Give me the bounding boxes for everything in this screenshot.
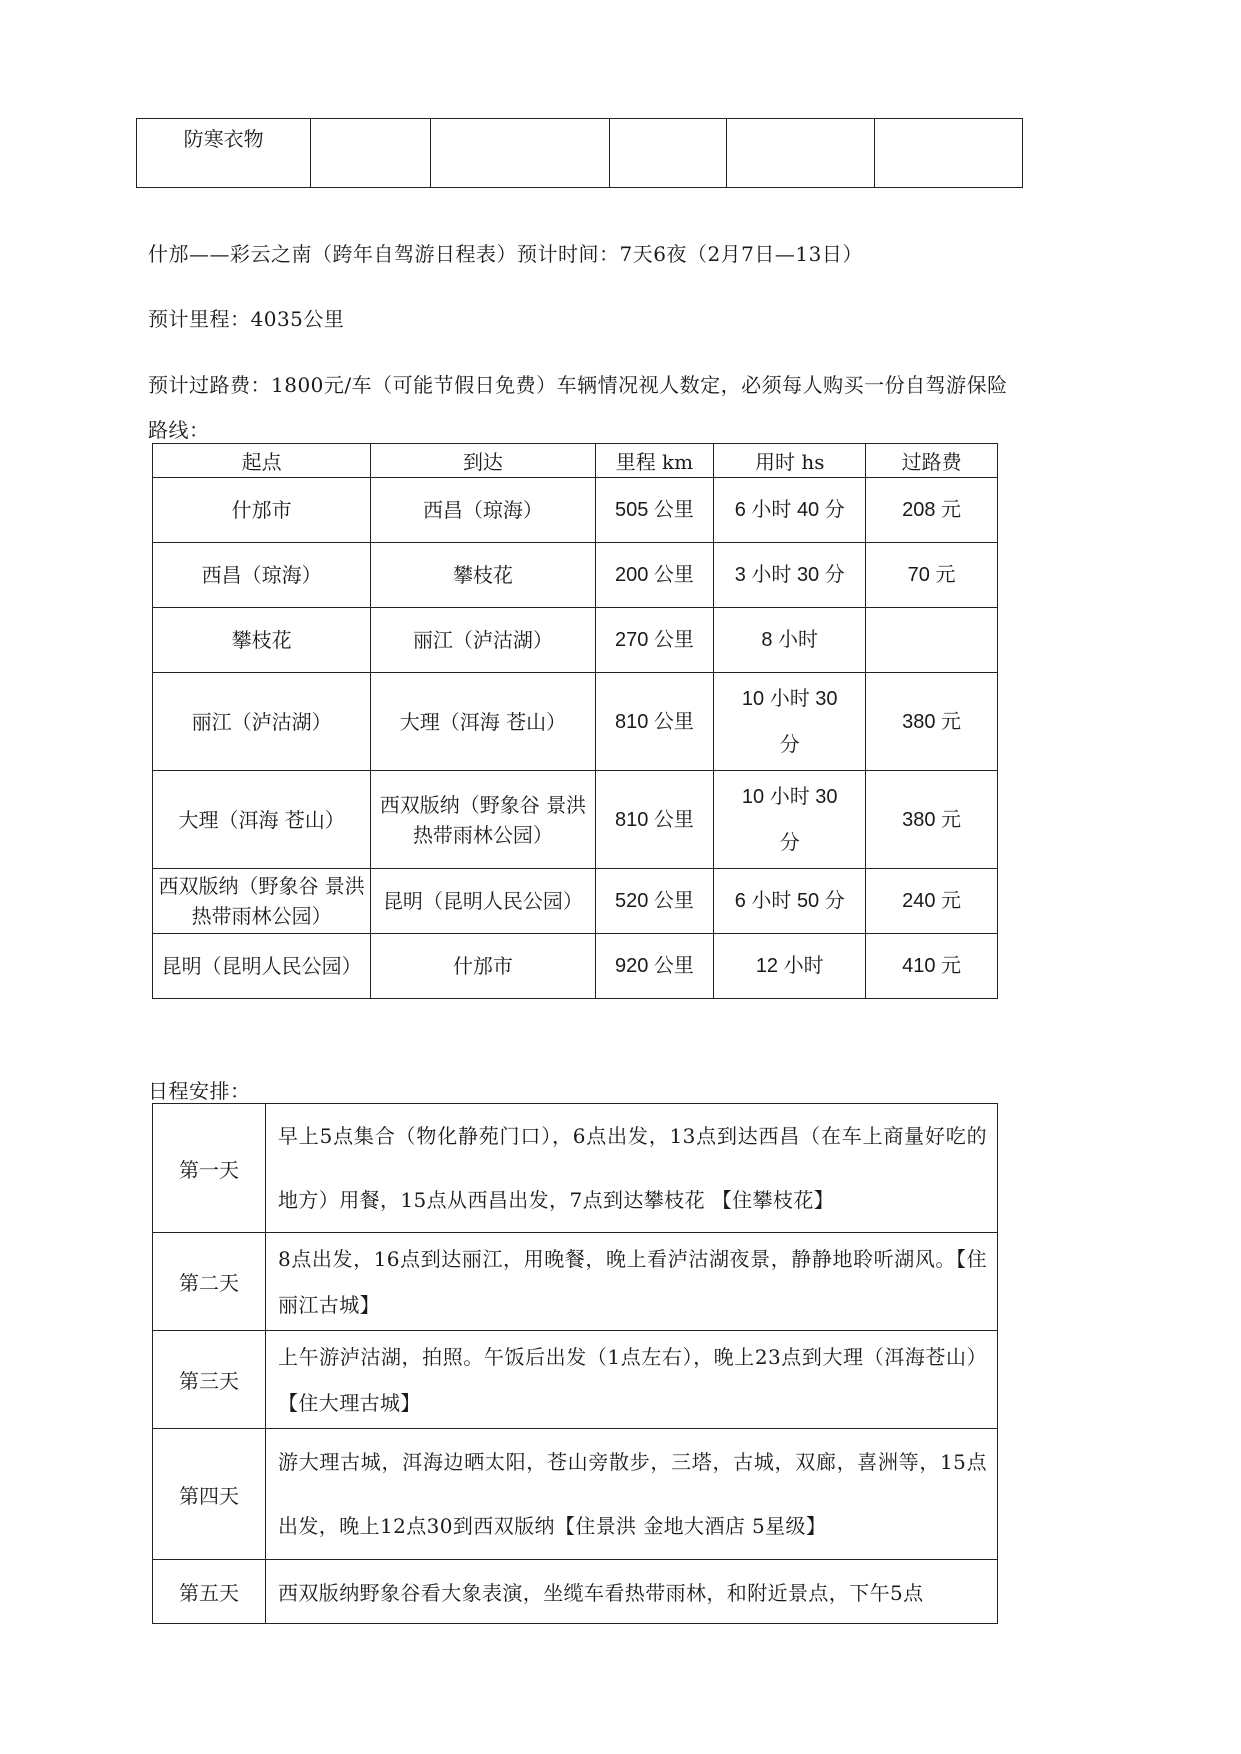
route-time: 10 小时 30 分 <box>714 771 866 869</box>
empty-cell <box>430 119 609 188</box>
schedule-text: 西双版纳野象谷看大象表演，坐缆车看热带雨林，和附近景点，下午5点 <box>266 1560 998 1624</box>
table-row <box>153 543 998 608</box>
table-row <box>153 869 998 934</box>
route-from: 昆明（昆明人民公园） <box>153 934 371 999</box>
route-toll: 208 元 <box>866 478 998 543</box>
route-to: 攀枝花 <box>371 543 595 608</box>
route-from: 大理（洱海 苍山） <box>153 771 371 869</box>
schedule-text: 上午游泸沽湖，拍照。午饭后出发（1点左右），晚上23点到大理（洱海苍山） 【住大理古城】 <box>266 1331 998 1429</box>
route-distance: 520 公里 <box>595 869 714 934</box>
route-time: 6 小时 50 分 <box>714 869 866 934</box>
table-row <box>153 934 998 999</box>
route-toll: 380 元 <box>866 771 998 869</box>
schedule-text: 早上5点集合（物化静苑门口），6点出发，13点到达西昌（在车上商量好吃的地方）用餐，15点从西昌出发，7点到达攀枝花 【住攀枝花】 <box>266 1104 998 1233</box>
schedule-day: 第二天 <box>153 1233 266 1331</box>
route-from: 丽江（泸沽湖） <box>153 673 371 771</box>
route-to: 昆明（昆明人民公园） <box>371 869 595 934</box>
table-row <box>153 1104 998 1233</box>
empty-cell <box>726 119 874 188</box>
route-to: 什邡市 <box>371 934 595 999</box>
route-toll: 240 元 <box>866 869 998 934</box>
route-from: 西双版纳（野象谷 景洪 热带雨林公园） <box>153 869 371 934</box>
header-to: 到达 <box>371 444 595 478</box>
table-row <box>153 673 998 771</box>
trip-title: 什邡——彩云之南（跨年自驾游日程表）预计时间：7天6夜（2月7日—13日） <box>148 242 863 266</box>
route-to: 西双版纳（野象谷 景洪 热带雨林公园） <box>371 771 595 869</box>
route-toll: 410 元 <box>866 934 998 999</box>
route-distance: 270 公里 <box>595 608 714 673</box>
route-label: 路线： <box>148 418 210 442</box>
route-toll: 380 元 <box>866 673 998 771</box>
packing-item-cell: 防寒衣物 <box>137 119 311 188</box>
route-from: 攀枝花 <box>153 608 371 673</box>
schedule-text: 游大理古城，洱海边晒太阳，苍山旁散步，三塔，古城，双廊，喜洲等，15点出发，晚上12点30到西双版纳【住景洪 金地大酒店 5星级】 <box>266 1429 998 1560</box>
table-row <box>153 478 998 543</box>
estimated-toll: 预计过路费：1800元/车（可能节假日免费）车辆情况视人数定，必须每人购买一份自驾游保险 <box>148 373 1008 397</box>
route-to: 丽江（泸沽湖） <box>371 608 595 673</box>
route-toll: 70 元 <box>866 543 998 608</box>
table-row <box>137 119 1023 188</box>
schedule-day: 第五天 <box>153 1560 266 1624</box>
schedule-day: 第三天 <box>153 1331 266 1429</box>
header-distance: 里程 km <box>595 444 714 478</box>
route-from: 什邡市 <box>153 478 371 543</box>
table-row <box>153 1233 998 1331</box>
schedule-text: 8点出发，16点到达丽江，用晚餐，晚上看泸沽湖夜景，静静地聆听湖风。【住丽江古城】 <box>266 1233 998 1331</box>
route-time: 8 小时 <box>714 608 866 673</box>
table-row <box>153 1429 998 1560</box>
empty-cell <box>874 119 1022 188</box>
route-table <box>152 443 998 999</box>
table-row <box>153 608 998 673</box>
header-from: 起点 <box>153 444 371 478</box>
route-distance: 505 公里 <box>595 478 714 543</box>
route-toll <box>866 608 998 673</box>
schedule-table <box>152 1103 998 1624</box>
table-row <box>153 1331 998 1429</box>
schedule-day: 第一天 <box>153 1104 266 1233</box>
schedule-day: 第四天 <box>153 1429 266 1560</box>
schedule-label: 日程安排： <box>148 1079 251 1103</box>
route-time: 10 小时 30 分 <box>714 673 866 771</box>
header-time: 用时 hs <box>714 444 866 478</box>
route-distance: 810 公里 <box>595 771 714 869</box>
packing-table-continuation <box>136 118 1023 188</box>
route-time: 6 小时 40 分 <box>714 478 866 543</box>
route-time: 12 小时 <box>714 934 866 999</box>
empty-cell <box>610 119 727 188</box>
table-header-row <box>153 444 998 478</box>
route-time: 3 小时 30 分 <box>714 543 866 608</box>
route-to: 大理（洱海 苍山） <box>371 673 595 771</box>
route-distance: 200 公里 <box>595 543 714 608</box>
route-distance: 810 公里 <box>595 673 714 771</box>
route-to: 西昌（琼海） <box>371 478 595 543</box>
table-row <box>153 1560 998 1624</box>
table-row <box>153 771 998 869</box>
empty-cell <box>311 119 431 188</box>
header-toll: 过路费 <box>866 444 998 478</box>
route-distance: 920 公里 <box>595 934 714 999</box>
estimated-mileage: 预计里程：4035公里 <box>148 307 345 331</box>
route-from: 西昌（琼海） <box>153 543 371 608</box>
